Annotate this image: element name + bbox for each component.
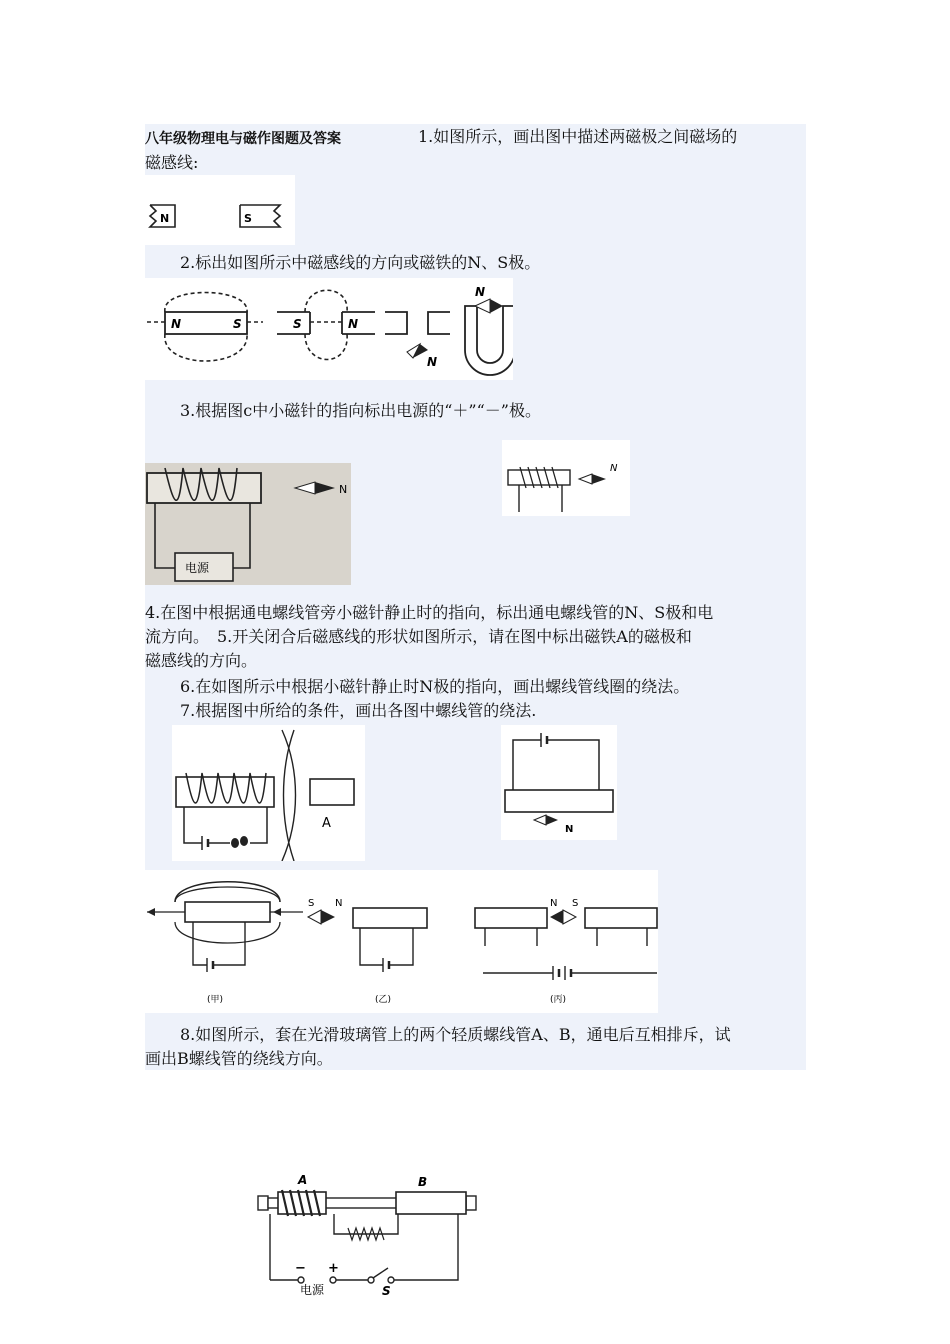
magnet-a-label: A [322,816,331,831]
figure-6-solenoid-needle [501,725,617,840]
question-4-text: 4.在图中根据通电螺线管旁小磁针静止时的指向，标出通电螺线管的N、S极和电 [145,603,714,622]
power-source-label: 电源 [185,561,210,575]
bar-magnet-n: N [171,317,182,331]
figure-3b-solenoid-needle [502,440,630,516]
question-6-text: 6.在如图所示中根据小磁针静止时N极的指向，画出螺线管线圈的绕法。 [180,677,690,696]
solenoid-a-label: A [298,1173,308,1187]
plus-terminal: + [328,1261,339,1276]
figure-8-two-solenoids [250,1168,480,1298]
question-2-text: 2.标出如图所示中磁感线的方向或磁铁的N、S极。 [180,253,541,272]
figure-3a-solenoid-circuit [145,463,351,585]
solenoid-b-label: B [418,1175,428,1189]
question-7-text: 7.根据图中所给的条件，画出各图中螺线管的绕法. [180,701,537,720]
needle-n-label: N [339,483,348,496]
caption-bing: (丙) [550,995,567,1005]
magnet-2-n: N [348,317,359,331]
question-8-text-cont: 画出B螺线管的绕线方向。 [145,1049,333,1068]
caption-yi: (乙) [375,995,392,1005]
question-8-text: 8.如图所示，套在光滑玻璃管上的两个轻质螺线管A、B，通电后互相排斥，试 [180,1025,731,1044]
pole-label-n: N [160,212,170,225]
needle-n-label: N [565,824,574,835]
question-3-text: 3.根据图c中小磁针的指向标出电源的“＋”“－”极。 [180,401,541,420]
pole-label-s: S [244,212,252,225]
question-1-text: 1.如图所示，画出图中描述两磁极之间磁场的 [418,127,738,146]
minus-terminal: − [295,1261,306,1276]
question-5-text-cont: 磁感线的方向。 [145,651,258,670]
u-magnet-needle-n: N [475,285,486,299]
bar-magnet-s: S [233,317,242,331]
needle-s-label-2: S [572,898,579,909]
switch-s-label: S [382,1284,391,1298]
needle-s-label: S [308,898,315,909]
magnet-2-s: S [293,317,302,331]
figure-1-magnet-poles [145,175,295,245]
power-source-label: 电源 [300,1283,325,1297]
question-1-text-cont: 磁感线: [145,153,199,172]
needle-n-label: N [427,355,438,369]
figure-2-field-lines [145,278,513,380]
needle-n-label: N [610,463,618,474]
figure-7-three-solenoids [145,870,658,1013]
caption-jia: (甲) [207,995,224,1005]
needle-n-label-2: N [550,898,558,909]
needle-n-label: N [335,898,343,909]
question-4-5-text: 流方向。 5.开关闭合后磁感线的形状如图所示，请在图中标出磁铁A的磁极和 [145,627,692,646]
figure-5-solenoid-magnet [172,725,365,861]
document-title: 八年级物理电与磁作图题及答案 [145,131,341,147]
